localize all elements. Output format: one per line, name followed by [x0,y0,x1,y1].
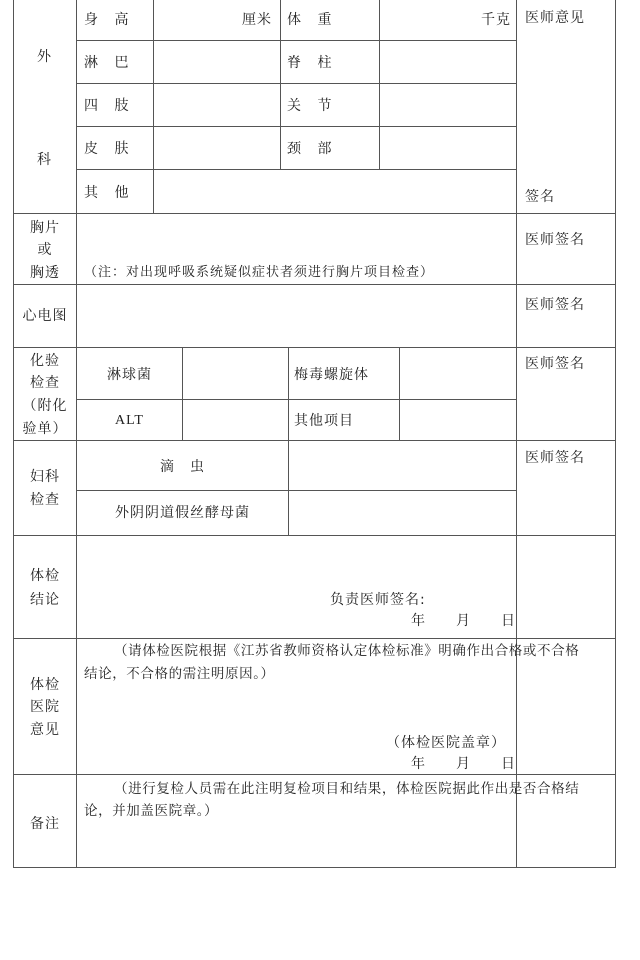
table-rule [13,774,616,775]
chest-label-1: 胸片 [30,220,60,236]
table-rule [288,347,289,441]
trichomonas-label: 滴 虫 [160,459,205,475]
surgery-signature: 签名 [525,189,555,205]
treponema-label: 梅毒螺旋体 [294,367,369,383]
chest-label-2: 或 [37,242,53,258]
surgery-label-bottom: 科 [37,152,52,168]
joints-label: 关 节 [287,98,338,114]
alt-label: ALT [115,413,144,428]
chest-doctor-signature: 医师签名 [525,232,585,248]
table-rule [76,0,77,868]
gonococcus-input[interactable] [183,348,287,398]
table-rule [13,284,616,285]
hospital-date: 年 月 日 [411,756,516,772]
ecg-doctor-signature: 医师签名 [525,297,585,313]
surgery-label-top: 外 [37,49,52,65]
lab-label-1: 化验 [30,353,60,369]
responsible-doctor-signature: 负责医师签名: [330,592,426,608]
conclusion-input[interactable] [77,536,614,637]
gyn-label-1: 妇科 [30,469,60,485]
chest-label-3: 胸透 [30,265,60,281]
hospital-label-1: 体检 [30,677,60,693]
table-rule [280,0,281,170]
weight-unit: 千克 [481,12,511,28]
hospital-label-2: 医院 [30,699,60,715]
ecg-label: 心电图 [22,308,68,324]
candida-input[interactable] [289,491,515,534]
lab-doctor-signature: 医师签名 [525,356,585,372]
hospital-stamp: （体检医院盖章） [386,735,506,751]
gyn-doctor-signature: 医师签名 [525,450,585,466]
lab-label-2: 检查 [30,375,60,391]
other-items-label: 其他项目 [294,413,354,429]
neck-input[interactable] [380,127,515,168]
skin-label: 皮 肤 [84,141,135,157]
neck-label: 颈 部 [287,141,338,157]
skin-input[interactable] [154,127,279,168]
table-rule [13,213,616,214]
lab-label-4: 验单） [22,421,68,437]
weight-label: 体 重 [287,12,338,28]
lab-label-3: （附化 [22,398,68,414]
height-label: 身 高 [84,12,135,28]
other-input[interactable] [154,170,515,212]
gyn-label-2: 检查 [30,492,60,508]
table-rule [13,638,616,639]
remarks-label: 备注 [30,816,60,832]
alt-input[interactable] [183,400,287,439]
other-label: 其 他 [84,185,135,201]
height-input[interactable] [154,0,279,39]
hospital-label-3: 意见 [30,722,60,738]
table-rule [615,0,616,868]
conclusion-label-2: 结论 [30,592,60,608]
gonococcus-label: 淋球菌 [107,367,152,383]
table-rule [13,867,616,868]
remarks-note-line2: 论，并加盖医院章。） [84,803,219,819]
remarks-input[interactable] [77,826,614,866]
conclusion-date: 年 月 日 [411,613,516,629]
surgery-doctor-opinion: 医师意见 [525,10,585,26]
table-rule [13,347,616,348]
height-unit: 厘米 [242,12,272,28]
spine-label: 脊 柱 [287,55,338,71]
hospital-note-line2: 结论，不合格的需注明原因。） [84,666,275,682]
candida-label: 外阴阴道假丝酵母菌 [115,505,250,521]
limbs-input[interactable] [154,84,279,125]
lymph-input[interactable] [154,41,279,82]
table-rule [516,0,517,868]
lymph-label: 淋 巴 [84,55,135,71]
remarks-note-line1: （进行复检人员需在此注明复检项目和结果，体检医院据此作出是否合格结 [114,781,580,797]
hospital-note-line1: （请体检医院根据《江苏省教师资格认定体检标准》明确作出合格或不合格 [114,643,580,659]
treponema-input[interactable] [400,348,515,398]
chest-note: （注：对出现呼吸系统疑似症状者须进行胸片项目检查） [84,265,435,280]
joints-input[interactable] [380,84,515,125]
conclusion-label-1: 体检 [30,568,60,584]
trichomonas-input[interactable] [289,441,515,489]
weight-input[interactable] [380,0,515,39]
limbs-label: 四 肢 [84,98,135,114]
other-items-input[interactable] [400,400,515,439]
spine-input[interactable] [380,41,515,82]
